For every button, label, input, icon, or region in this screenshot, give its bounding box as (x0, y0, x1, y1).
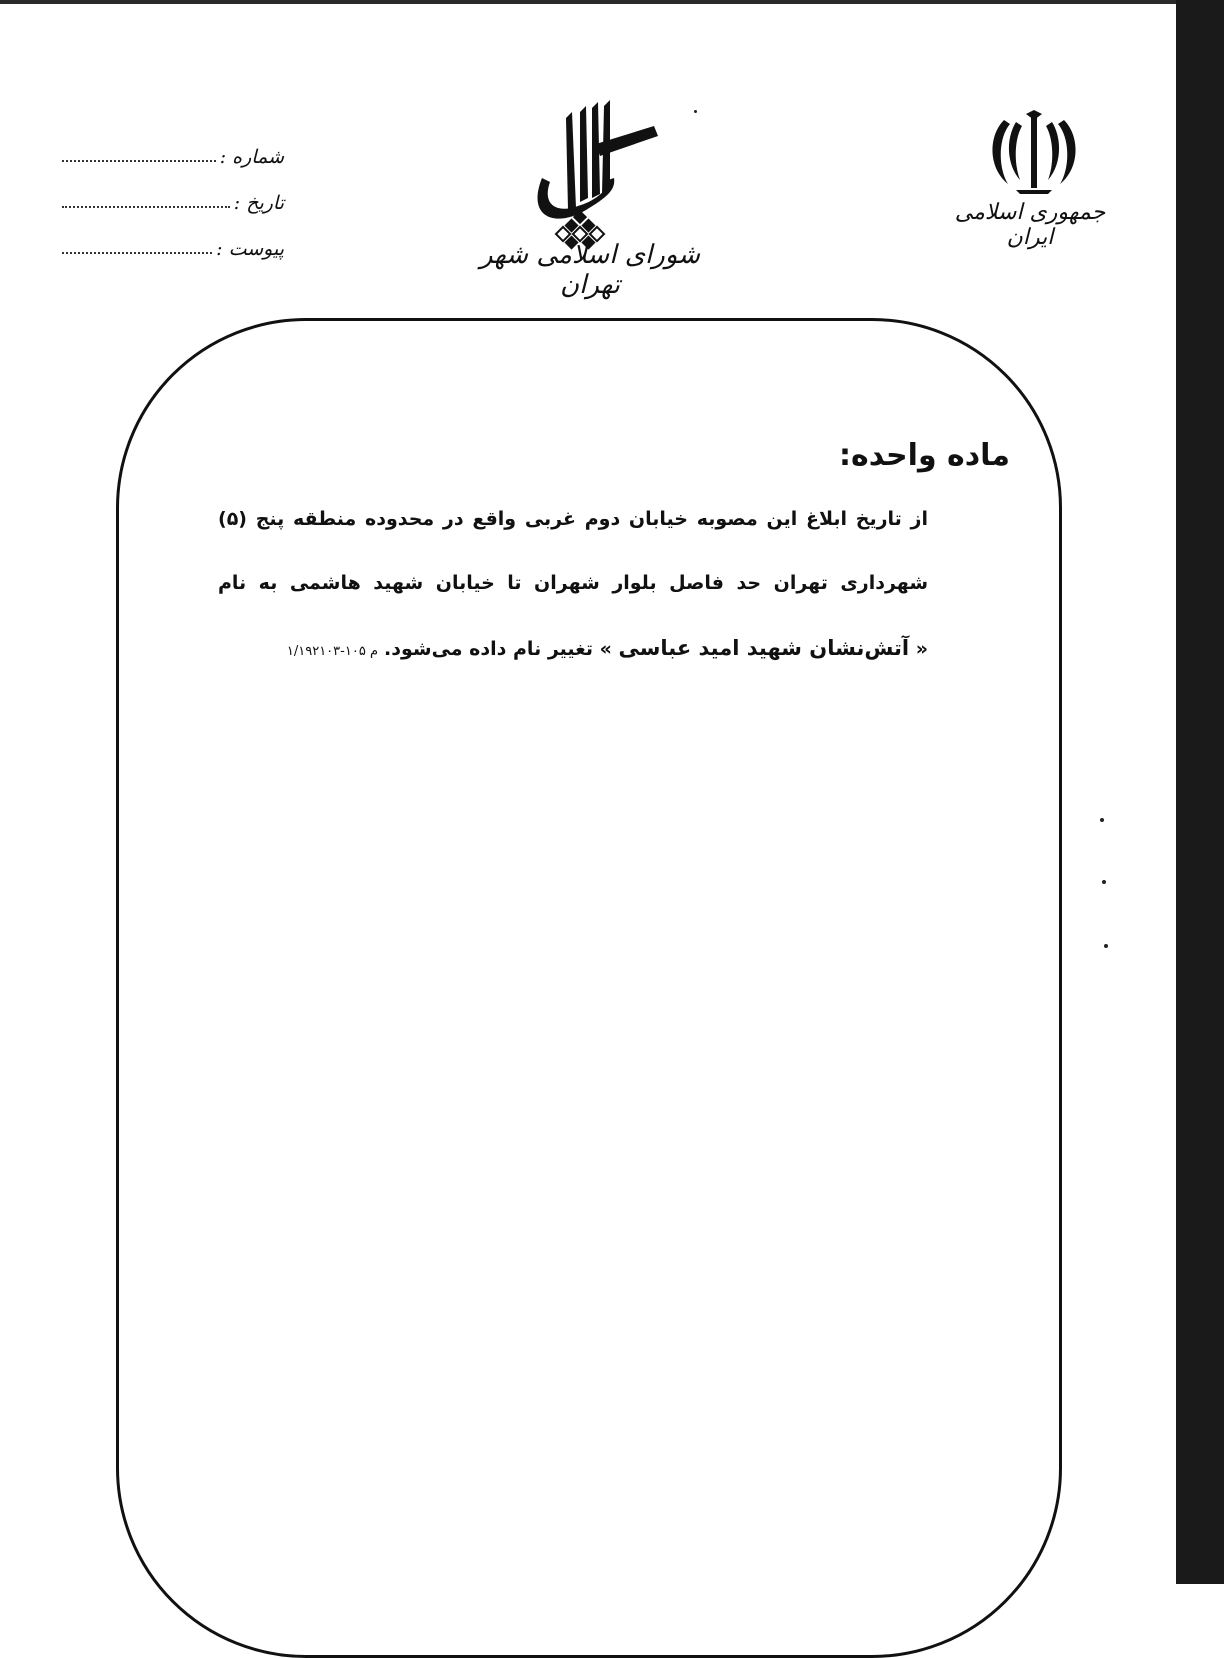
scan-speck (1104, 944, 1108, 948)
letter-meta-fields (62, 122, 284, 260)
quote-open: « (909, 638, 928, 660)
article-heading: ماده واحده: (839, 438, 1010, 473)
attachment-value (62, 238, 212, 254)
quote-close-text: » تغییر نام داده می‌شود. (384, 638, 619, 660)
scan-edge-top (0, 0, 1224, 4)
scan-speck (1102, 880, 1106, 884)
scan-speck (694, 110, 697, 113)
street-new-name: آتش‌نشان شهید امید عباسی (618, 636, 910, 660)
article-line-3 (287, 636, 928, 660)
council-name: شورای اسلامی شهر تهران (479, 240, 701, 300)
article-line-1: از تاریخ ابلاغ این مصوبه خیابان دوم غربی واقع در محدوده منطقه پنج (۵) (218, 508, 928, 530)
article-line-2: شهرداری تهران حد فاصل بلوار شهران تا خیابان شهید هاشمی به نام (218, 572, 928, 594)
date-label: تاریخ : (233, 192, 284, 214)
reference-code: م ۱۰۵-۱/۱۹۲۱۰۳ (286, 644, 378, 659)
number-label: شماره : (219, 146, 284, 168)
national-emblem-icon (986, 110, 1082, 194)
attachment-field-row (62, 214, 284, 260)
number-value (62, 146, 216, 162)
attachment-label: پیوست : (216, 238, 284, 260)
scan-edge-right (1176, 0, 1224, 1584)
date-value (62, 192, 230, 208)
scan-speck (1100, 818, 1104, 822)
number-field-row (62, 122, 284, 168)
date-field-row (62, 168, 284, 214)
republic-name: جمهوری اسلامی ایران (954, 200, 1106, 250)
